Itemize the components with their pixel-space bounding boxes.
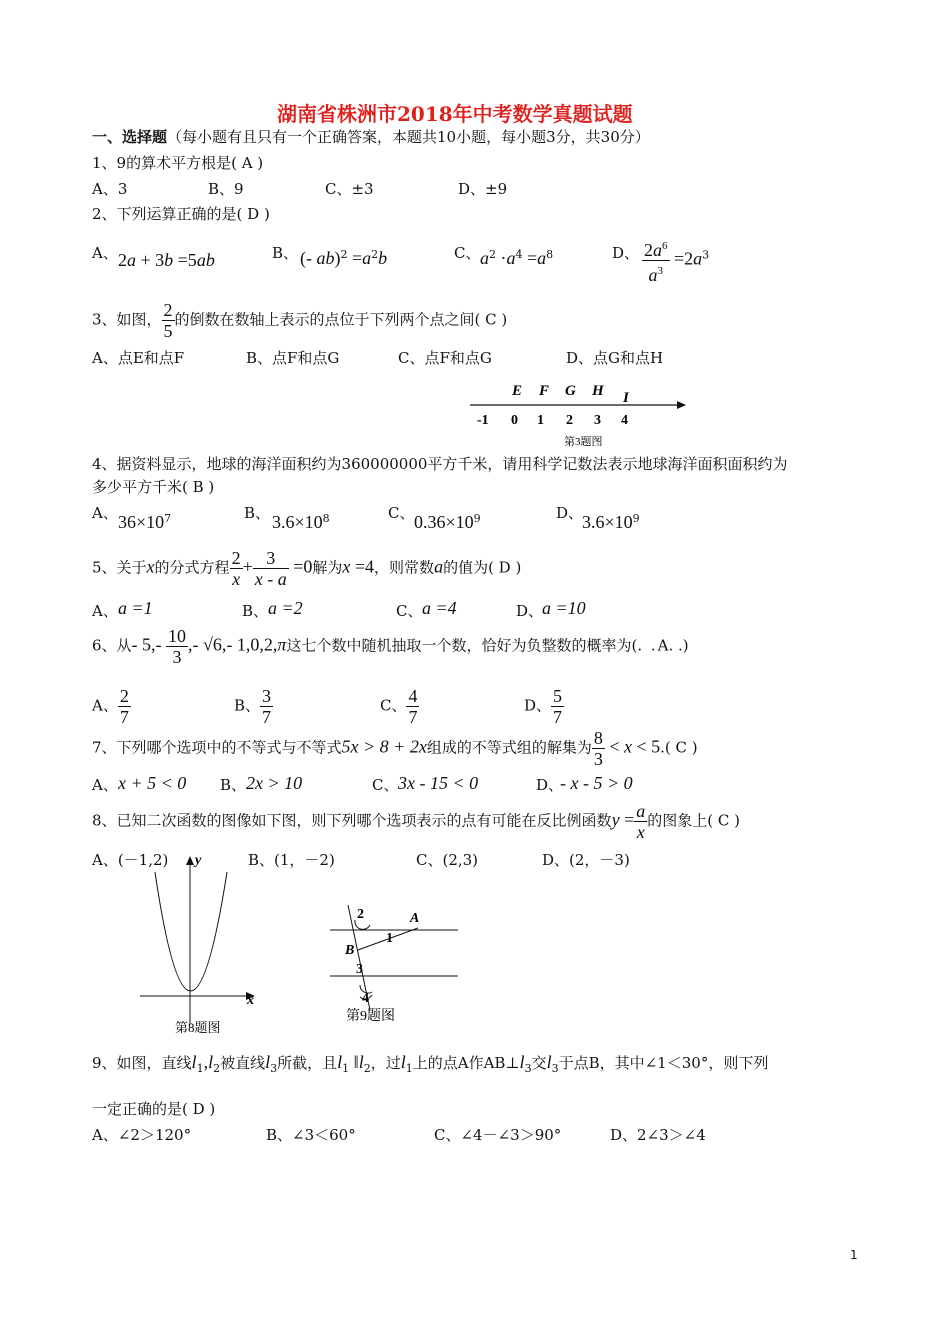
q6-option-c-den: 7	[408, 707, 418, 727]
q7-label-b: B、	[220, 776, 247, 794]
point-a-label: A	[410, 911, 420, 926]
angle-3-label: 3	[356, 962, 363, 977]
q5-label-c: C、	[396, 602, 423, 620]
q8-option-c: C、(2,3)	[416, 851, 479, 869]
q5-text: 的值为( D )	[443, 558, 522, 577]
fig3-caption: 第3题图	[564, 436, 603, 448]
section-note: （每小题有且只有一个正确答案，本题共10小题，每小题3分，共30分）	[167, 128, 650, 146]
q9-text: 交	[531, 1054, 547, 1072]
q7-option-b: 2x > 10	[246, 773, 303, 793]
q4-label-d: D、	[556, 504, 584, 522]
section-heading	[92, 126, 650, 147]
q7-label-d: D、	[536, 776, 564, 794]
q6-label-a: A、	[92, 696, 118, 715]
q5-var-x: x	[146, 556, 155, 577]
q8-option-b: B、(1，－2)	[248, 851, 335, 869]
q4-label-c: C、	[388, 504, 415, 522]
tick-label: 2	[566, 413, 573, 428]
parabola-curve	[155, 872, 227, 991]
q5-option-a: a =1	[118, 598, 153, 618]
number-line-arrow	[677, 401, 686, 409]
q8-text: 的图象上( C )	[647, 811, 740, 830]
q6-option-c	[380, 686, 419, 727]
section-heading-label: 一、选择题	[92, 128, 168, 146]
q8-option-d: D、(2，－3)	[542, 851, 630, 869]
point-i-label: I	[623, 390, 629, 406]
q3-option-c: C、点F和点G	[398, 349, 492, 367]
q4-option-c-exp: 9	[473, 512, 481, 525]
q4-stem: 4、据资料显示，地球的海洋面积约为360000000平方千米，请用科学记数法表示地球海洋面积面积约为	[92, 455, 788, 473]
q3-stem-rest: 的倒数在数轴上表示的点位于下列两个点之间( C )	[174, 310, 508, 329]
q4-option-a-exp: 7	[164, 512, 172, 525]
q4-option-a-base: 36×10	[118, 512, 165, 532]
q7-inequality: 5x > 8 + 2x	[341, 736, 427, 757]
point-g-label: G	[565, 383, 576, 399]
q5-label-a: A、	[92, 602, 118, 620]
q5-label-d: D、	[516, 602, 544, 620]
q2-stem: 2、下列运算正确的是( D )	[92, 205, 270, 223]
page-number: 1	[850, 1248, 858, 1262]
q6-option-b-num: 3	[262, 686, 272, 706]
q5-label-b: B、	[242, 602, 269, 620]
tick-label: -1	[477, 413, 489, 428]
q6-text: 这七个数中随机抽取一个数，恰好为负整数的概率为(	[286, 636, 638, 655]
q5-stem: 5、关于x的分式方程 $\frac{2}{x}$ + $\frac{3}{x - a}$ =0解为x =4，则常数a的值为( D )	[92, 548, 522, 589]
q9-text: 于点B，其中∠1＜30°，则下列	[558, 1054, 769, 1072]
q1-option-a: A、3	[92, 180, 128, 198]
q9-stem: 9、如图，直线$l_1,l_2$被直线$l_3$所截，且$l_1$ $‖l_2$，过$l_1$上的点A作$AB\perp l_3$交$l_3$于点B，其中∠1＜30°，则下列	[92, 1052, 769, 1075]
q2-label-b: B、	[272, 244, 299, 262]
q9-text: ，过	[370, 1054, 401, 1072]
q9-text: 9、如图，直线	[92, 1054, 192, 1072]
point-h-label: H	[592, 383, 604, 399]
q6-label-b: B、	[234, 696, 261, 715]
q2-option-a: 2a + 3b =5ab	[118, 250, 215, 270]
q6-option-d-den: 7	[553, 707, 563, 727]
q3-option-d: D、点G和点H	[566, 349, 664, 367]
q4-label-b: B、	[244, 504, 271, 522]
q4-option-c-base: 0.36×10	[414, 512, 474, 532]
q6-option-a	[92, 686, 131, 727]
q9-option-a: A、∠2＞120°	[92, 1126, 192, 1144]
q6-label-c: C、	[380, 696, 407, 715]
q5-option-b: a =2	[268, 598, 303, 618]
angle-2-label: 2	[357, 907, 364, 922]
q5-text: 的分式方程	[154, 558, 230, 577]
parallel-lines-figure	[320, 900, 465, 1030]
q4-option-b	[272, 512, 330, 533]
q7-stem: 7、下列哪个选项中的不等式与不等式5x > 8 + 2x组成的不等式组的解集为 $\frac{8}{3}$ < x < 5.( C )	[92, 728, 698, 769]
y-axis-arrow	[186, 856, 194, 865]
q7-text: 组成的不等式组的解集为	[426, 738, 592, 757]
q1-option-c: C、±3	[325, 180, 374, 198]
q9-text: 所截，且	[277, 1054, 338, 1072]
q5-text: 解为	[312, 558, 343, 577]
q7-label-c: C、	[372, 776, 399, 794]
q6-option-d	[524, 686, 564, 727]
tick-label: 0	[511, 413, 518, 428]
q4-option-d-base: 3.6×10	[582, 512, 633, 532]
tick-label: 4	[621, 413, 628, 428]
q6-option-b	[234, 686, 273, 727]
q9-text: 上的点A作AB⊥	[412, 1054, 520, 1072]
q3-stem-start: 3、如图，	[92, 310, 162, 329]
q4-option-a	[118, 512, 171, 533]
q4-option-d	[582, 512, 640, 533]
q2-option-d: $\frac{2a^6}{a^3}$ $=2a^3$	[642, 236, 709, 285]
q8-option-a: A、(－1,2)	[92, 851, 169, 869]
tick-label: 3	[594, 413, 601, 428]
q7-label-a: A、	[92, 776, 118, 794]
q4-stem-line2: 多少平方千米( B )	[92, 478, 215, 496]
q4-option-b-base: 3.6×10	[272, 512, 323, 532]
point-e-label: E	[512, 383, 523, 399]
q4-option-b-exp: 8	[322, 512, 330, 525]
q6-option-a-num: 2	[119, 686, 129, 706]
q6-answer: A	[657, 636, 669, 655]
q2-label-a: A、	[92, 244, 118, 262]
q4-option-d-exp: 9	[632, 512, 640, 525]
q3-option-a: A、点E和点F	[92, 349, 185, 367]
angle-4-label: 4	[362, 991, 369, 1006]
q2-label-c: C、	[454, 244, 481, 262]
q2-option-b: (- $ab)^2 =a^2b$	[300, 248, 388, 268]
q8-text: 8、已知二次函数的图像如下图，则下列哪个选项表示的点有可能在反比例函数	[92, 811, 612, 830]
page-title: 湖南省株洲市2018年中考数学真题试题	[277, 102, 633, 126]
parabola-figure	[135, 850, 265, 1040]
q3-option-b: B、点F和点G	[246, 349, 340, 367]
q6-stem: 6、从- 5,- $\frac{10}{3}$ ,- √6,- 1,0,2,π这七个数中随机抽取一个数，恰好为负整数的概率为(. .A. .)	[92, 626, 689, 667]
q5-var-a: a	[434, 556, 444, 577]
point-b-label: B	[345, 943, 355, 958]
number-line-figure	[460, 375, 700, 450]
q9-option-c: C、∠4－∠3＞90°	[434, 1126, 562, 1144]
q7-text: .( C )	[660, 738, 698, 757]
q4-option-c	[414, 512, 481, 533]
q6-label-d: D、	[524, 696, 552, 715]
q7-text: 7、下列哪个选项中的不等式与不等式	[92, 738, 342, 757]
q5-option-d: a =10	[542, 598, 586, 618]
y-axis-label: y	[195, 853, 202, 868]
q6-option-a-den: 7	[119, 707, 129, 727]
q8-stem: 8、已知二次函数的图像如下图，则下列哪个选项表示的点有可能在反比例函数y = $\frac{a}{x}$ 的图象上( C )	[92, 801, 740, 842]
q7-option-c: 3x - 15 < 0	[398, 773, 479, 793]
q9-stem-line2: 一定正确的是( D )	[92, 1100, 216, 1118]
q5-option-c: a =4	[422, 598, 457, 618]
q7-option-d: - x - 5 > 0	[560, 773, 633, 793]
q7-option-a: x + 5 < 0	[118, 773, 187, 793]
fig9-caption: 第9题图	[346, 1009, 395, 1024]
q2-option-c: $a^2 \cdot a^4 =a^8$	[480, 248, 554, 268]
q1-stem: 1、9的算术平方根是( A )	[92, 154, 264, 172]
q6-option-c-num: 4	[408, 686, 418, 706]
point-f-label: F	[539, 383, 550, 399]
q3-frac-den: 5	[163, 321, 173, 341]
angle-1-label: 1	[386, 931, 393, 946]
q5-text: 5、关于	[92, 558, 147, 577]
q6-text: 6、从	[92, 636, 132, 655]
tick-label: 1	[537, 413, 544, 428]
q6-option-b-den: 7	[262, 707, 272, 727]
q9-text: 被直线	[220, 1054, 266, 1072]
q2-label-d: D、	[612, 244, 640, 262]
q3-stem	[92, 300, 507, 341]
fig8-caption: 第8题图	[175, 1020, 221, 1035]
q4-label-a: A、	[92, 504, 118, 522]
q9-option-b: B、∠3＜60°	[266, 1126, 356, 1144]
q1-option-b: B、9	[208, 180, 244, 198]
q6-option-d-num: 5	[553, 686, 563, 706]
q5-text: ，则常数	[374, 558, 435, 577]
x-axis-label: x	[247, 993, 254, 1008]
q9-option-d: D、2∠3＞∠4	[610, 1126, 706, 1144]
q1-option-d: D、±9	[458, 180, 508, 198]
q3-frac-num: 2	[163, 300, 173, 320]
